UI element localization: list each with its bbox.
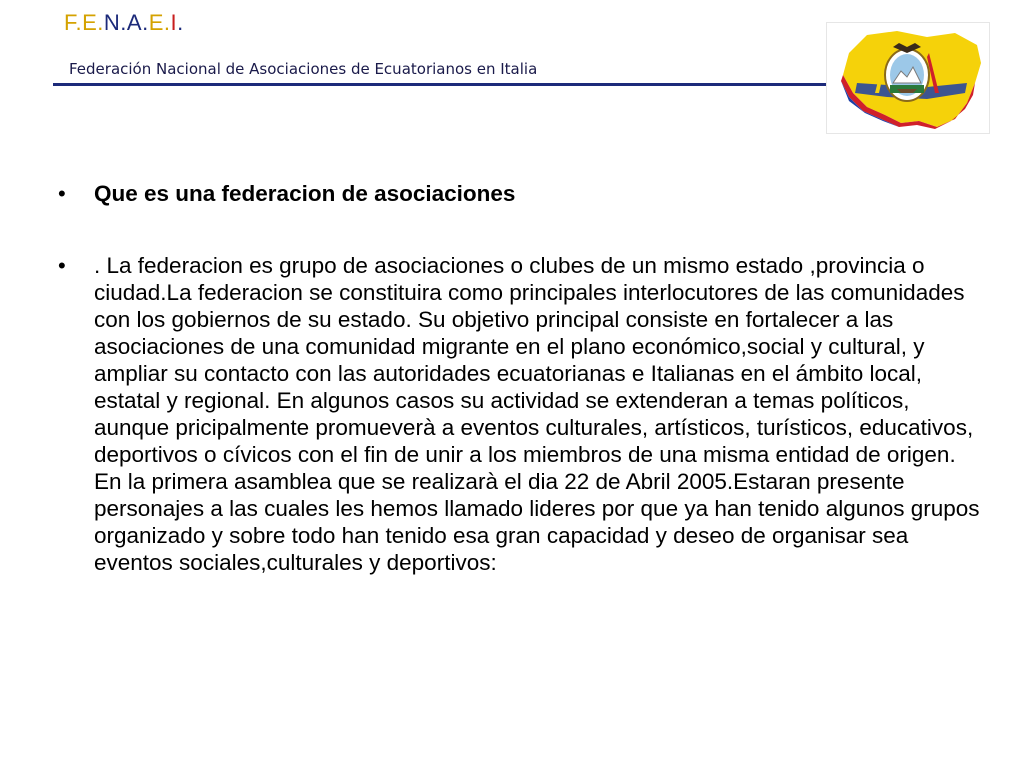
- logo-letters-e: E.: [148, 10, 171, 35]
- logo-letters-fe: F.E.: [64, 10, 104, 35]
- bullet-heading: [58, 180, 988, 207]
- bullet-marker: •: [58, 253, 66, 278]
- logo-letters-na: N.A.: [103, 10, 149, 35]
- bullet-heading-text: Que es una federacion de asociaciones: [94, 181, 516, 206]
- bullet-paragraph: [58, 252, 988, 576]
- logo-letters-dot: .: [177, 10, 184, 35]
- header-divider: [53, 83, 828, 86]
- organization-subtitle: Federación Nacional de Asociaciones de Ecuatorianos en Italia: [69, 60, 538, 78]
- ecuador-map-emblem-icon: [826, 22, 990, 134]
- bullet-marker: •: [58, 181, 66, 206]
- emblem-graphic: [827, 23, 989, 133]
- slide-content: [58, 180, 988, 576]
- logo-title: [64, 10, 184, 36]
- bullet-paragraph-text: . La federacion es grupo de asociaciones o clubes de un mismo estado ,provincia o ciudad.La federacion se constituira como principales interlocutores de las comunidades con los gobiernos de su estado. Su objetivo principal consiste en fortalecer a las asociaciones de una comunidad migrante en el plano económico,social y cultural, y ampliar su contacto con las autoridades ecuatorianas e Italianas en el ámbito local, estatal y regional. En algunos casos su actividad se extenderan a temas políticos, aunque pricipalmente promueverà a eventos culturales, artísticos, turísticos, educativos, deportivos o cívicos con el fin de unir a los miembros de una misma entidad de origen. En la primera asamblea que se realizarà el dia 22 de Abril 2005.Estaran presente personajes a las cuales les hemos llamado lideres por que ya han tenido algunos grupos organizado y sobre todo han tenido esa gran capacidad y deseo de organisar sea eventos sociales,culturales y deportivos:: [94, 253, 980, 575]
- logo-letters-i: I: [170, 10, 178, 35]
